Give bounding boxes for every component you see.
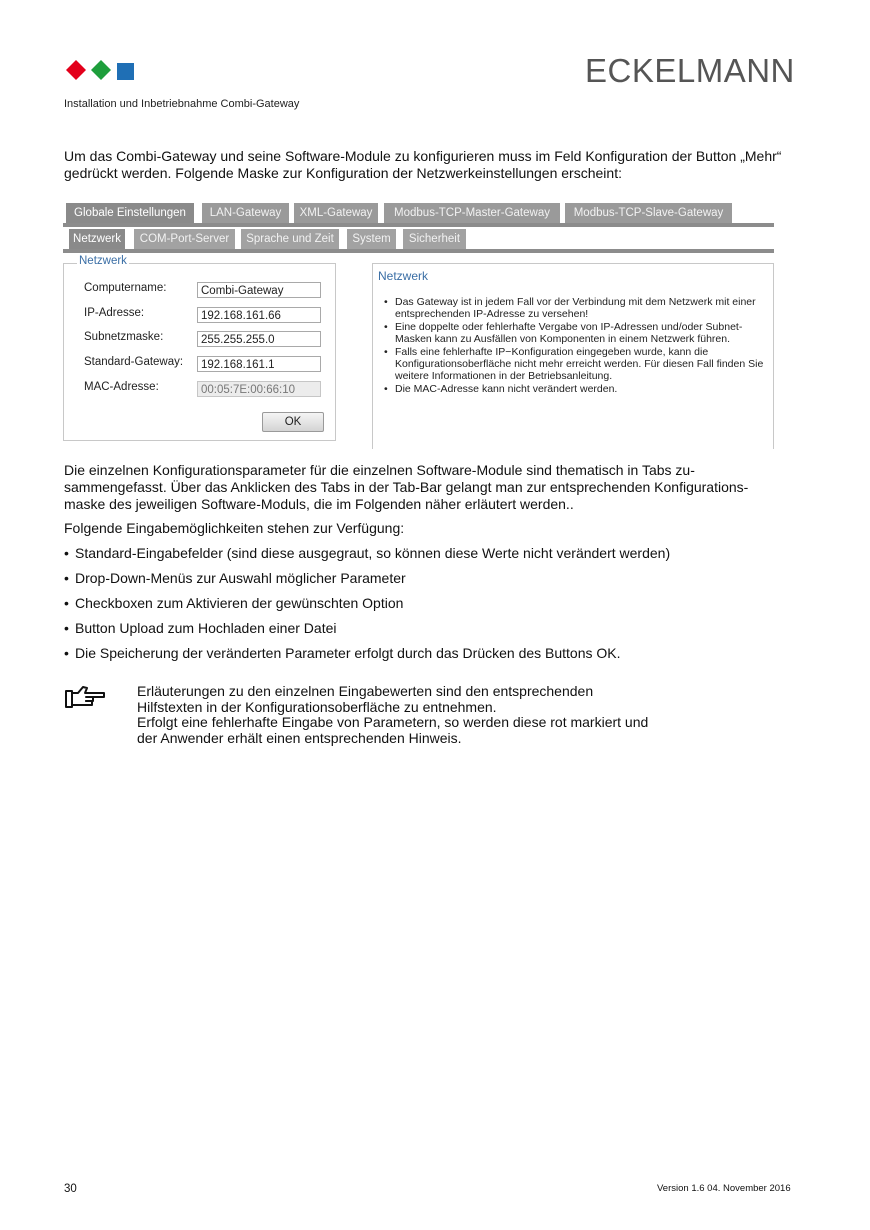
network-fieldset xyxy=(63,255,336,441)
label-standard-gateway: Standard-Gateway: xyxy=(84,356,184,368)
main-tab-bar xyxy=(63,201,774,227)
default-gateway-input[interactable]: 192.168.161.1 xyxy=(197,356,321,372)
label-computername: Computername: xyxy=(84,282,167,294)
options-intro: Folgende Eingabemöglichkeiten stehen zur Verfügung: xyxy=(64,520,405,536)
tab-modbus-tcp-slave-gateway[interactable]: Modbus-TCP-Slave-Gateway xyxy=(565,203,732,223)
ok-button[interactable]: OK xyxy=(262,412,324,432)
tab-lan-gateway[interactable]: LAN-Gateway xyxy=(202,203,289,223)
logo-red-square xyxy=(66,60,86,80)
note-text xyxy=(137,684,697,746)
mac-address-input: 00:05:7E:00:66:10 xyxy=(197,381,321,397)
note-line: Erfolgt eine fehlerhafte Eingabe von Parametern, so werden diese rot markiert und xyxy=(137,714,649,730)
tab-globale-einstellungen[interactable]: Globale Einstellungen xyxy=(66,203,194,223)
ip-address-input[interactable]: 192.168.161.66 xyxy=(197,307,321,323)
list-item: • Standard-Eingabefelder (sind diese ausgegraut, so können diese Werte nicht verändert werden) xyxy=(64,545,784,562)
help-list xyxy=(381,296,766,395)
version-info: Version 1.6 04. November 2016 xyxy=(657,1183,791,1194)
logo-blue-square xyxy=(117,63,134,80)
label-ip-adresse: IP-Adresse: xyxy=(84,307,145,319)
subtab-com-port-server[interactable]: COM-Port-Server xyxy=(134,229,235,249)
help-item: • Falls eine fehlerhafte IP−Konfiguration eingegeben wurde, kann die Konfigurationsoberfläche nicht mehr erreicht werden. Für diesen Fall finden Sie weitere Informationen in der Betriebsanleitung. xyxy=(381,346,766,383)
eckelmann-logo-squares xyxy=(64,57,136,83)
tab-modbus-tcp-master-gateway[interactable]: Modbus-TCP-Master-Gateway xyxy=(384,203,560,223)
label-subnetzmaske: Subnetzmaske: xyxy=(84,331,164,343)
fieldset-legend: Netzwerk xyxy=(79,255,127,267)
tabs-explanation-paragraph: Die einzelnen Konfigurationsparameter für die einzelnen Software-Module sind thematisch in Tabs zu-sammengefasst. Über das Anklicken des Tabs in der Tab-Bar gelangt man zur entsprechenden Konfigurations-maske des jeweiligen Software-Moduls, die im Folgenden näher erläutert werden.. xyxy=(64,462,749,512)
computername-input[interactable]: Combi-Gateway xyxy=(197,282,321,298)
note-line: Hilfstexten in der Konfigurationsoberfläche zu entnehmen. xyxy=(137,698,497,715)
subtab-netzwerk[interactable]: Netzwerk xyxy=(69,229,125,249)
label-mac-adresse: MAC-Adresse: xyxy=(84,381,159,393)
note-line: Erläuterungen zu den einzelnen Eingabewerten sind den entsprechenden xyxy=(137,683,594,699)
list-item: • Die Speicherung der veränderten Parameter erfolgt durch das Drücken des Buttons OK. xyxy=(64,645,784,662)
help-panel xyxy=(372,263,774,449)
list-item: • Checkboxen zum Aktivieren der gewünschten Option xyxy=(64,595,784,612)
page-number: 30 xyxy=(64,1183,77,1195)
subnet-mask-input[interactable]: 255.255.255.0 xyxy=(197,331,321,347)
list-item: • Drop-Down-Menüs zur Auswahl möglicher Parameter xyxy=(64,570,784,587)
subtab-system[interactable]: System xyxy=(347,229,396,249)
help-title: Netzwerk xyxy=(378,269,429,283)
subtab-sicherheit[interactable]: Sicherheit xyxy=(403,229,466,249)
help-item: • Das Gateway ist in jedem Fall vor der Verbindung mit dem Netzwerk mit einer entsprechenden IP-Adresse zu versehen! xyxy=(381,296,766,321)
brand-wordmark: ECKELMANN xyxy=(585,52,795,89)
logo-green-square xyxy=(91,60,111,80)
document-subtitle: Installation und Inbetriebnahme Combi-Gateway xyxy=(64,98,300,110)
help-item: • Die MAC-Adresse kann nicht verändert werden. xyxy=(381,383,766,395)
sub-tab-bar xyxy=(63,227,774,253)
note-line: der Anwender erhält einen entsprechenden Hinweis. xyxy=(137,729,462,746)
help-item: • Eine doppelte oder fehlerhafte Vergabe von IP-Adressen und/oder Subnet-Masken kann zu Ausfällen von Komponenten in einem Netzwerk führen. xyxy=(381,321,766,346)
pointing-hand-icon xyxy=(64,684,108,710)
list-item: • Button Upload zum Hochladen einer Datei xyxy=(64,620,784,637)
options-list xyxy=(64,545,784,670)
intro-paragraph: Um das Combi-Gateway und seine Software-Module zu konfigurieren muss im Feld Konfiguration der Button „Mehr“ gedrückt werden. Folgende Maske zur Konfiguration der Netzwerkeinstellungen erscheint: xyxy=(64,148,782,181)
config-screenshot xyxy=(63,201,774,447)
tab-xml-gateway[interactable]: XML-Gateway xyxy=(294,203,378,223)
subtab-sprache-und-zeit[interactable]: Sprache und Zeit xyxy=(241,229,339,249)
